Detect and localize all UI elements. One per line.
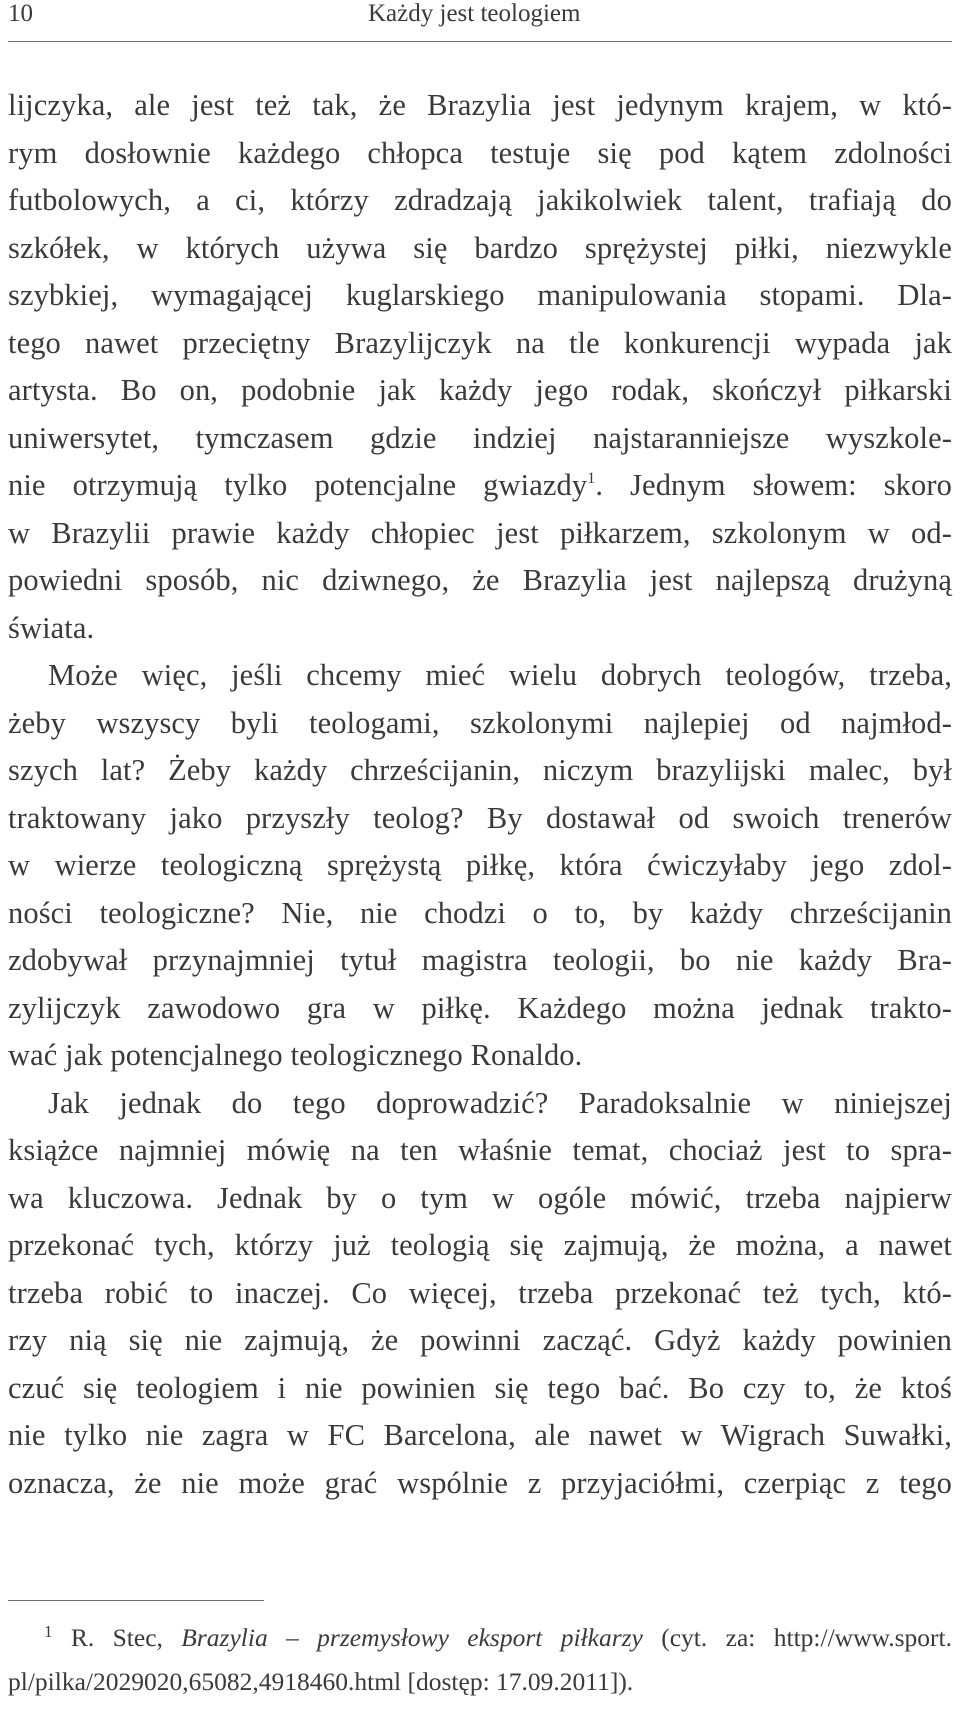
running-title: Każdy jest teologiem <box>368 0 581 27</box>
footnote-citation: (cyt. za: http://www.sport. <box>661 1623 952 1652</box>
text-line: w Brazylii prawie każdy chłopiec jest piłkarzem, szkolonym w od- <box>8 515 952 550</box>
footnote-author: R. Stec, <box>70 1623 163 1652</box>
text-line: świata. <box>8 610 95 645</box>
text-line: powiedni sposób, nic dziwnego, że Brazylia jest najlepszą drużyną <box>8 563 952 597</box>
body-text <box>8 82 952 1507</box>
footnote-line <box>8 1616 952 1660</box>
text-segment: nie otrzymują tylko potencjalne gwiazdy <box>8 468 588 502</box>
text-line <box>8 462 952 510</box>
footnote-rule <box>8 1600 264 1601</box>
text-line: szych lat? Żeby każdy chrześcijanin, niczym brazylijski malec, był <box>8 753 952 787</box>
text-line: nie tylko nie zagra w FC Barcelona, ale nawet w Wigrach Suwałki, <box>8 1418 952 1452</box>
text-segment: . Jednym słowem: skoro <box>595 468 952 502</box>
text-line: Jak jednak do tego doprowadzić? Paradoksalnie w niniejszej <box>48 1085 952 1120</box>
text-line: uniwersytet, tymczasem gdzie indziej najstaranniejsze wyszkole- <box>8 420 952 455</box>
text-line: wać jak potencjalnego teologicznego Ronaldo. <box>8 1038 583 1072</box>
text-line: zylijczyk zawodowo gra w piłkę. Każdego można jednak trakto- <box>8 990 952 1025</box>
footnote-number: 1 <box>44 1622 53 1641</box>
text-line: szybkiej, wymagającej kuglarskiego manipulowania stopami. Dla- <box>8 278 952 312</box>
text-line: ności teologiczne? Nie, nie chodzi o to, by każdy chrześcijanin <box>8 895 952 930</box>
footnote-line: pl/pilka/2029020,65082,4918460.html [dostęp: 17.09.2011]). <box>8 1667 634 1696</box>
text-line: oznacza, że nie może grać wspólnie z przyjaciółmi, czerpiąc z tego <box>8 1465 952 1500</box>
text-line: rzy nią się nie zajmują, że powinni zacząć. Gdyż każdy powinien <box>8 1323 952 1357</box>
text-line: żeby wszyscy byli teologami, szkolonymi najlepiej od najmłod- <box>8 705 952 740</box>
text-line: Może więc, jeśli chcemy mieć wielu dobrych teologów, trzeba, <box>48 658 952 692</box>
text-line: rym dosłownie każdego chłopca testuje się pod kątem zdolności <box>8 135 952 170</box>
text-line: zdobywał przynajmniej tytuł magistra teologii, bo nie każdy Bra- <box>8 943 952 977</box>
header-rule <box>8 41 952 42</box>
text-line: artysta. Bo on, podobnie jak każdy jego rodak, skończył piłkarski <box>8 373 952 407</box>
text-line: w wierze teologiczną sprężystą piłkę, która ćwiczyłaby jego zdol- <box>8 848 952 882</box>
running-head <box>8 0 952 40</box>
text-line: szkółek, w których używa się bardzo sprężystej piłki, niezwykle <box>8 230 952 265</box>
text-line: futbolowych, a ci, którzy zdradzają jakikolwiek talent, trafiają do <box>8 183 952 217</box>
footnote-reference[interactable]: 1 <box>587 470 596 487</box>
page-number: 10 <box>8 0 33 27</box>
text-line: książce najmniej mówię na ten właśnie temat, chociaż jest to spra- <box>8 1133 952 1167</box>
text-line: trzeba robić to inaczej. Co więcej, trzeba przekonać też tych, któ- <box>8 1275 952 1310</box>
text-line: wa kluczowa. Jednak by o tym w ogóle mówić, trzeba najpierw <box>8 1180 952 1215</box>
text-line: czuć się teologiem i nie powinien się tego bać. Bo czy to, że ktoś <box>8 1370 952 1405</box>
text-line: przekonać tych, którzy już teologią się zajmują, że można, a nawet <box>8 1228 952 1262</box>
text-line: traktowany jako przyszły teolog? By dostawał od swoich trenerów <box>8 800 952 835</box>
text-line: tego nawet przeciętny Brazylijczyk na tle konkurencji wypada jak <box>8 325 952 360</box>
footnote-title: Brazylia – przemysłowy eksport piłkarzy <box>181 1623 643 1652</box>
text-line: lijczyka, ale jest też tak, że Brazylia jest jedynym krajem, w któ- <box>8 88 952 122</box>
footnote <box>8 1616 952 1704</box>
